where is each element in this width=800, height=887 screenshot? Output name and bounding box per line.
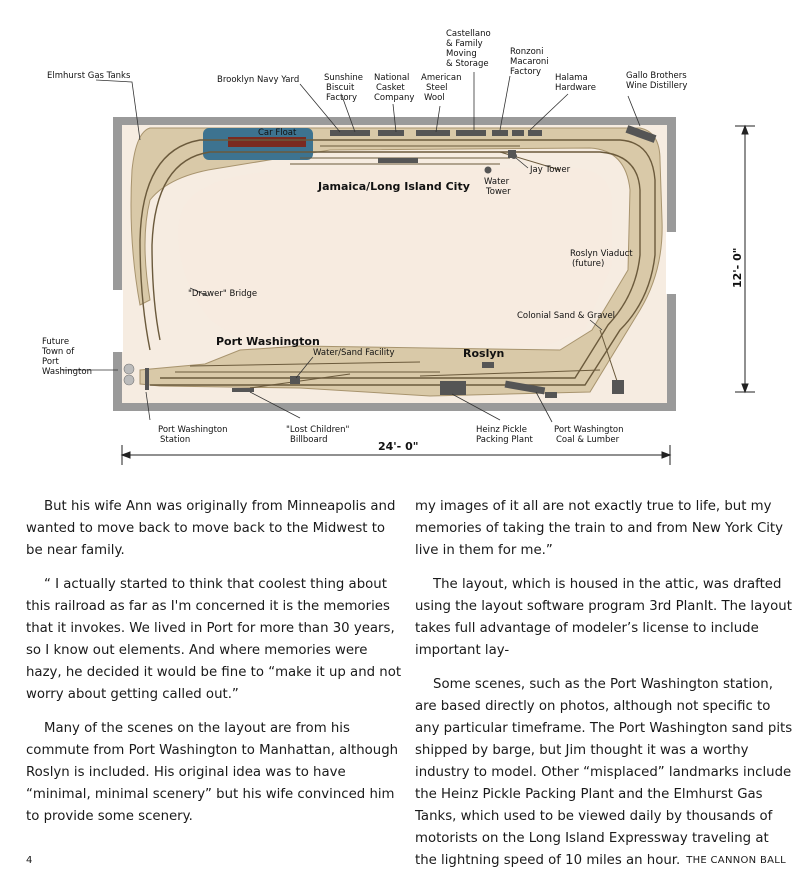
article-paragraph: But his wife Ann was originally from Minneapolis and wanted to move back to move back to the Midwest to be near family.: [26, 499, 396, 558]
label-gallo: Gallo Brothers Wine Distillery: [626, 71, 688, 91]
dimension-height: 12'- 0": [731, 247, 744, 288]
label-water-tower: Water Tower: [484, 177, 511, 197]
label-jamaica: Jamaica/Long Island City: [318, 180, 470, 193]
left-wall-opening: [112, 290, 123, 352]
article-paragraph: Many of the scenes on the layout are from his commute from Port Washington to Manhattan, although Roslyn is included. His original idea was to have “minimal, minimal scenery” but his wife convinced him to provide some scenery.: [26, 721, 399, 824]
label-pw-station: Port Washington Station: [158, 425, 228, 445]
label-heinz: Heinz Pickle Packing Plant: [476, 425, 533, 445]
label-brooklyn: Brooklyn Navy Yard: [217, 75, 300, 85]
label-port-washington: Port Washington: [216, 335, 320, 348]
label-roslyn: Roslyn: [463, 347, 505, 360]
navy-ship: [228, 137, 306, 147]
label-american: American Steel Wool: [421, 73, 462, 103]
label-lost-children: "Lost Children" Billboard: [286, 425, 350, 445]
right-wall-opening: [666, 232, 677, 294]
water-tower-mark: [485, 167, 492, 174]
label-castellano: Castellano & Family Moving & Storage: [446, 29, 491, 69]
article-paragraph: “ I actually started to think that coolest thing about this railroad as far as I'm concerned it is the memories that it invokes. We lived in Port for more than 30 years, so I know out elements. And where memories were hazy, he decided it would be fine to “make it up and not worry about getting called out.”: [26, 577, 402, 702]
navy-yard-tiny-label: Car Float: [258, 128, 297, 138]
label-elmhurst: Elmhurst Gas Tanks: [47, 71, 131, 81]
label-water-sand: Water/Sand Facility: [313, 348, 395, 358]
label-drawer-bridge: "Drawer" Bridge: [188, 289, 258, 299]
label-roslyn-viaduct: Roslyn Viaduct (future): [570, 249, 633, 269]
dimension-width: 24'- 0": [378, 440, 419, 453]
article-column-right: [415, 496, 793, 884]
label-ronzoni: Ronzoni Macaroni Factory: [510, 47, 549, 77]
label-sunshine: Sunshine Biscuit Factory: [324, 73, 363, 103]
article-paragraph: my images of it all are not exactly true to life, but my memories of taking the train to and from New York City live in them for me.”: [415, 499, 784, 558]
label-future-town: Future Town of Port Washington: [42, 337, 92, 377]
article-paragraph: Some scenes, such as the Port Washington station, are based directly on photos, although not specific to any particular timeframe. The Port Washington sand pits shipped by barge, but Jim thought it was a worthy industry to model. Other “misplaced” landmarks include the Heinz Pickle Packing Plant and the Elmhurst Gas Tanks, which used to be viewed daily by thousands of motorists on the Long Island Expressway traveling at the lightning speed of 10 miles an hour.: [415, 677, 793, 868]
label-national: National Casket Company: [374, 73, 415, 103]
label-pw-coal: Port Washington Coal & Lumber: [554, 425, 624, 445]
label-colonial: Colonial Sand & Gravel: [517, 311, 616, 321]
magazine-name: THE CANNON BALL: [686, 855, 786, 866]
article-column-left: [26, 496, 404, 840]
article-paragraph: The layout, which is housed in the attic, was drafted using the layout software program 3rd PlanIt. The layout takes full advantage of modeler’s license to include important lay-: [415, 577, 792, 658]
page-number: 4: [26, 855, 33, 866]
label-halama: Halama Hardware: [555, 73, 597, 93]
label-jay-tower: Jay Tower: [530, 165, 571, 175]
